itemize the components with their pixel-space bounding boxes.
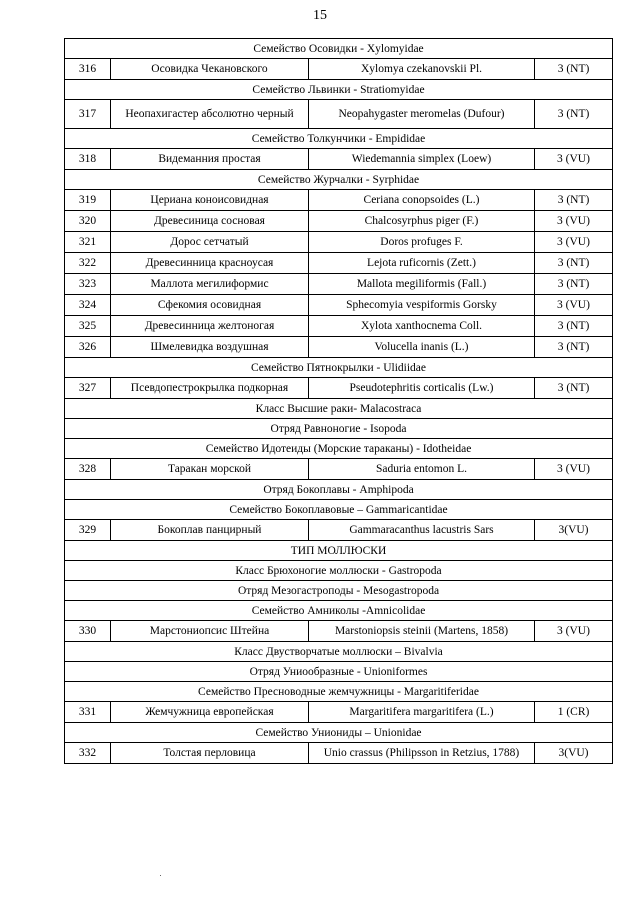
- species-number: 321: [65, 232, 111, 253]
- russian-name: Дорос сетчатый: [111, 232, 309, 253]
- protection-status: 3 (NT): [535, 190, 613, 211]
- protection-status: 1 (CR): [535, 702, 613, 723]
- russian-name: Осовидка Чекановского: [111, 59, 309, 80]
- section-heading: Класс Высшие раки- Malacostraca: [65, 399, 613, 419]
- section-heading-row: [65, 358, 613, 378]
- protection-status: 3 (NT): [535, 59, 613, 80]
- section-heading-row: [65, 399, 613, 419]
- section-heading-row: [65, 480, 613, 500]
- protection-status: 3 (VU): [535, 459, 613, 480]
- species-row: [65, 520, 613, 541]
- section-heading: Семейство Осовидки - Xylomyidae: [65, 39, 613, 59]
- russian-name: Видеманния простая: [111, 149, 309, 170]
- section-heading-row: [65, 682, 613, 702]
- russian-name: Сфекомия осовидная: [111, 295, 309, 316]
- species-number: 331: [65, 702, 111, 723]
- protection-status: 3 (VU): [535, 295, 613, 316]
- section-heading: Семейство Пресноводные жемчужницы - Margaritiferidae: [65, 682, 613, 702]
- scan-speck: [160, 875, 161, 876]
- protection-status: 3(VU): [535, 743, 613, 764]
- protection-status: 3 (VU): [535, 621, 613, 642]
- species-number: 316: [65, 59, 111, 80]
- species-number: 329: [65, 520, 111, 541]
- species-number: 325: [65, 316, 111, 337]
- latin-name: Saduria entomon L.: [309, 459, 535, 480]
- section-heading: Отряд Мезогастроподы - Mesogastropoda: [65, 581, 613, 601]
- section-heading: Отряд Бокоплавы - Amphipoda: [65, 480, 613, 500]
- species-row: [65, 621, 613, 642]
- species-row: [65, 316, 613, 337]
- species-number: 318: [65, 149, 111, 170]
- section-heading-row: [65, 642, 613, 662]
- latin-name: Xylota xanthocnema Coll.: [309, 316, 535, 337]
- species-row: [65, 211, 613, 232]
- latin-name: Volucella inanis (L.): [309, 337, 535, 358]
- species-number: 320: [65, 211, 111, 232]
- russian-name: Марстониопсис Штейна: [111, 621, 309, 642]
- latin-name: Mallota megiliformis (Fall.): [309, 274, 535, 295]
- species-row: [65, 232, 613, 253]
- species-number: 322: [65, 253, 111, 274]
- section-heading-row: [65, 601, 613, 621]
- section-heading: Отряд Униообразные - Unioniformes: [65, 662, 613, 682]
- latin-name: Unio crassus (Philipsson in Retzius, 1788): [309, 743, 535, 764]
- section-heading-row: [65, 561, 613, 581]
- section-heading: Семейство Пятнокрылки - Ulidiidae: [65, 358, 613, 378]
- section-heading: Семейство Амниколы -Amnicolidae: [65, 601, 613, 621]
- species-row: [65, 702, 613, 723]
- species-row: [65, 378, 613, 399]
- russian-name: Шмелевидка воздушная: [111, 337, 309, 358]
- section-heading-row: [65, 662, 613, 682]
- species-row: [65, 337, 613, 358]
- section-heading: Отряд Равноногие - Isopoda: [65, 419, 613, 439]
- section-heading: Класс Брюхоногие моллюски - Gastropoda: [65, 561, 613, 581]
- protection-status: 3 (VU): [535, 232, 613, 253]
- table-body: [65, 39, 613, 764]
- latin-name: Xylomya czekanovskii Pl.: [309, 59, 535, 80]
- russian-name: Бокоплав панцирный: [111, 520, 309, 541]
- protection-status: 3 (NT): [535, 316, 613, 337]
- russian-name: Древесинница желтоногая: [111, 316, 309, 337]
- species-row: [65, 59, 613, 80]
- species-row: [65, 253, 613, 274]
- species-row: [65, 149, 613, 170]
- russian-name: Псевдопестрокрылка подкорная: [111, 378, 309, 399]
- protection-status: 3 (NT): [535, 100, 613, 129]
- latin-name: Chalcosyrphus piger (F.): [309, 211, 535, 232]
- section-heading: Семейство Бокоплавовые – Gammaricantidae: [65, 500, 613, 520]
- species-number: 323: [65, 274, 111, 295]
- protection-status: 3(VU): [535, 520, 613, 541]
- protection-status: 3 (NT): [535, 253, 613, 274]
- russian-name: Древесинница красноусая: [111, 253, 309, 274]
- latin-name: Doros profuges F.: [309, 232, 535, 253]
- russian-name: Неопахигастер абсолютно черный: [111, 100, 309, 129]
- species-row: [65, 295, 613, 316]
- section-heading: ТИП МОЛЛЮСКИ: [65, 541, 613, 561]
- species-number: 324: [65, 295, 111, 316]
- section-heading-row: [65, 80, 613, 100]
- species-number: 317: [65, 100, 111, 129]
- section-heading-row: [65, 419, 613, 439]
- protection-status: 3 (VU): [535, 149, 613, 170]
- species-number: 326: [65, 337, 111, 358]
- red-book-species-table: [64, 38, 613, 764]
- species-row: [65, 190, 613, 211]
- species-row: [65, 100, 613, 129]
- latin-name: Marstoniopsis steinii (Martens, 1858): [309, 621, 535, 642]
- latin-name: Sphecomyia vespiformis Gorsky: [309, 295, 535, 316]
- latin-name: Lejota ruficornis (Zett.): [309, 253, 535, 274]
- species-row: [65, 459, 613, 480]
- section-heading: Семейство Идотеиды (Морские тараканы) - Idotheidae: [65, 439, 613, 459]
- russian-name: Древесиница сосновая: [111, 211, 309, 232]
- species-number: 328: [65, 459, 111, 480]
- latin-name: Pseudotephritis corticalis (Lw.): [309, 378, 535, 399]
- russian-name: Толстая перловица: [111, 743, 309, 764]
- protection-status: 3 (NT): [535, 274, 613, 295]
- section-heading-row: [65, 439, 613, 459]
- latin-name: Neopahygaster meromelas (Dufour): [309, 100, 535, 129]
- species-number: 330: [65, 621, 111, 642]
- section-heading: Семейство Львинки - Stratiomyidae: [65, 80, 613, 100]
- section-heading-row: [65, 541, 613, 561]
- section-heading-row: [65, 723, 613, 743]
- species-row: [65, 274, 613, 295]
- section-heading-row: [65, 129, 613, 149]
- latin-name: Wiedemannia simplex (Loew): [309, 149, 535, 170]
- russian-name: Жемчужница европейская: [111, 702, 309, 723]
- species-number: 332: [65, 743, 111, 764]
- protection-status: 3 (VU): [535, 211, 613, 232]
- russian-name: Таракан морской: [111, 459, 309, 480]
- species-number: 319: [65, 190, 111, 211]
- species-row: [65, 743, 613, 764]
- russian-name: Цериана коноисовидная: [111, 190, 309, 211]
- page-number: 15: [313, 8, 327, 23]
- latin-name: Margaritifera margaritifera (L.): [309, 702, 535, 723]
- section-heading: Семейство Толкунчики - Empididae: [65, 129, 613, 149]
- section-heading-row: [65, 500, 613, 520]
- latin-name: Gammaracanthus lacustris Sars: [309, 520, 535, 541]
- latin-name: Ceriana conopsoides (L.): [309, 190, 535, 211]
- species-number: 327: [65, 378, 111, 399]
- russian-name: Маллота мегилиформис: [111, 274, 309, 295]
- section-heading-row: [65, 581, 613, 601]
- section-heading: Семейство Униониды – Unionidae: [65, 723, 613, 743]
- protection-status: 3 (NT): [535, 378, 613, 399]
- section-heading: Класс Двустворчатые моллюски – Bivalvia: [65, 642, 613, 662]
- section-heading-row: [65, 170, 613, 190]
- section-heading: Семейство Журчалки - Syrphidae: [65, 170, 613, 190]
- protection-status: 3 (NT): [535, 337, 613, 358]
- section-heading-row: [65, 39, 613, 59]
